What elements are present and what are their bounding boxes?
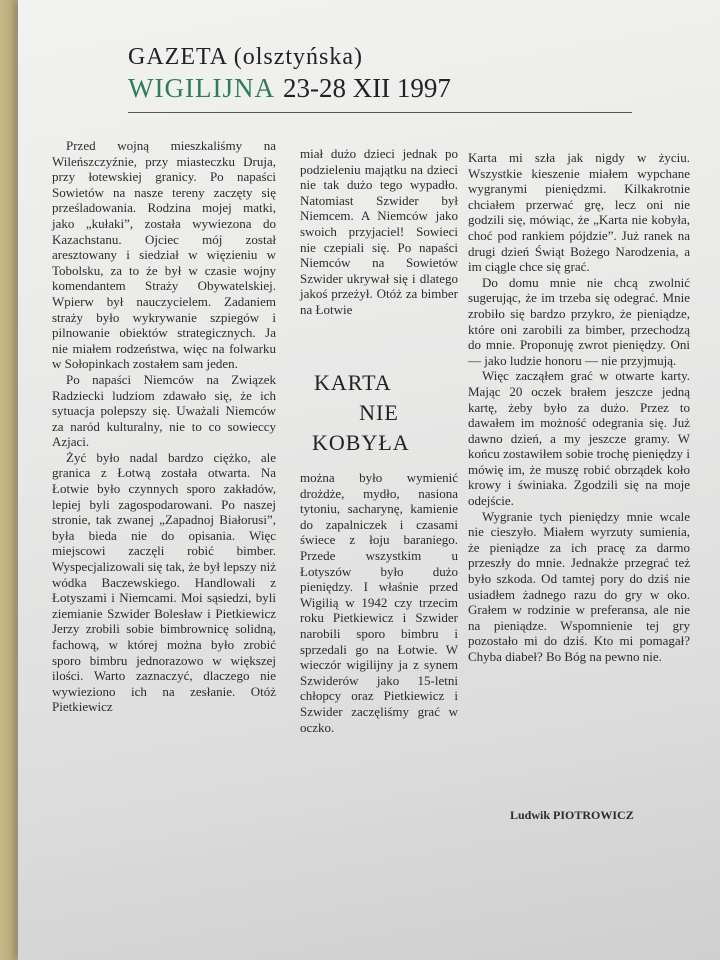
article-column-3	[468, 150, 690, 665]
masthead-divider	[128, 112, 632, 113]
article-column-2-top	[300, 146, 458, 318]
paragraph: Przed wojną mieszkaliśmy na Wileńszczyźnie, przy miasteczku Druja, przy łotewskiej granicy. Po napaści Sowietów na nasze tereny zaczęty się prześladowania. Rodzina mojej matki, jako „kułaki”, została wywiezona do Kazachstanu. Ojciec mój został aresztowany i siedział w więzieniu w Tobolsku, za to że był w czasie wojny komendantem Straży Obywatelskiej. Wpierw był nauczycielem. Zadaniem straży było wykrywanie szpiegów i pilnowanie obiektów strategicznych. Ja nie miałem rodzeństwa, więc na folwarku w Sołopinkach zostałem sam jeden.	[52, 138, 276, 372]
paragraph: Po napaści Niemców na Związek Radziecki ludziom zdawało się, że ich sytuacja polepszy się. Uważali Niemców za naród kulturalny, nie to co sowieccy Azjaci.	[52, 371, 276, 450]
headline-line: KARTA	[314, 370, 392, 395]
paragraph: Do domu mnie nie chcą zwolnić sugerując, że im trzeba się odegrać. Mnie zrobiło się bardzo przykro, że pieniądze, które oni zarobili za bimber, przechodzą do mnie. Proponuję zwrot pieniędzy. Oni — jako ludzie honoru — nie przyjmują.	[468, 274, 690, 368]
edition-name: WIGILIJNA	[128, 73, 275, 103]
headline-line: KOBYŁA	[312, 430, 410, 455]
article-column-2-bottom	[300, 470, 458, 735]
masthead	[128, 44, 648, 104]
paragraph: Żyć było nadal bardzo ciężko, ale granica z Łotwą została otwarta. Na Łotwie było czynnych sporo zakładów, lepiej byli zagospodarowani. Po naszej stronie, tak zwanej „Zapadnoj Białorusi”, była bieda nie do opisania. Więc miejscowi zaczęli robić bimber. Wyspecjalizowali się tak, że był lepszy niż wódka Baczewskiego. Handlowali z Łotyszami i Niemcami. Moi sąsiedzi, byli ziemianie Szwider Bolesław i Pietkiewicz Jerzy zrobili sobie bimbrownicę solidną, fachową, w której można było zrobić sporo bimbru jednorazowo w większej ilości. Warto zaznaczyć, dlaczego nie wywieziono ich na zesłanie. Otóż Pietkiewicz	[52, 449, 276, 715]
headline-line: NIE	[359, 400, 399, 425]
paragraph: Karta mi szła jak nigdy w życiu. Wszystkie kieszenie miałem wypchane wygranymi pieniędzmi. Kilkakrotnie chciałem przerwać grę, lecz oni nie godzili się, mówiąc, że „Karta nie kobyła, choć pod rankiem pójdzie”. Już ranek na drugi dzień Świąt Bożego Narodzenia, a im ciągle chce się grać.	[468, 150, 690, 275]
newspaper-title: GAZETA (olsztyńska)	[128, 44, 364, 70]
article-headline	[300, 368, 458, 458]
issue-date: 23-28 XII 1997	[282, 73, 451, 103]
article-column-1	[52, 138, 276, 715]
paragraph: Więc zacząłem grać w otwarte karty. Mając 20 oczek brałem jeszcze jedną kartę, żeby było za dużo. Przez to dawałem im możność odegrania się. Już dawno dzień, a my jeszcze gramy. W końcu zostawiłem sobie trochę pieniędzy i mówię im, że muszę robić obrządek koło krowy i świniaka. Zgodzili się na moje odejście.	[468, 368, 690, 509]
paragraph: Wygranie tych pieniędzy mnie wcale nie cieszyło. Miałem wyrzuty sumienia, że pieniądze za ich pracę za darmo przeszły do mnie. Jednakże przegrać też było szkoda. Od tamtej pory do dziś nie usiadłem żadnego razu do gry w oko. Grałem w rodzinie w preferansa, ale nie na pieniądze. Wspomnienie tej gry pozostało mi do dziś. Kto mi pomagał? Chyba diabeł? Bo Bóg na pewno nie.	[468, 508, 690, 664]
masthead-subtitle-line	[128, 73, 648, 104]
paragraph: miał dużo dzieci jednak po podzieleniu majątku na dzieci nie tak dużo tego wypadło. Natomiast Szwider był Niemcem. A Niemców jako swoich przyjaciel! Sowieci nie czepiali się. Po napaści Niemców na Sowietów Szwider ukrywał się i dlatego jakoś przeżył. Otóż za bimber na Łotwie	[300, 146, 458, 317]
paragraph: można było wymienić drożdże, mydło, nasiona tytoniu, sacharynę, kamienie do zapalniczek i czasami świece z łoju baraniego. Przede wszystkim u Łotyszów było dużo pieniędzy. I właśnie przed Wigilią w 1942 czy trzecim roku Pietkiewicz i Szwider narobili sporo bimbru i sprzedali go na Łotwie. W wieczór wigilijny ja z synem Szwiderów jako 15-letni chłopcy oraz Pietkiewicz i Szwider zaczęliśmy grać w oczko.	[300, 470, 458, 735]
article-author: Ludwik PIOTROWICZ	[510, 808, 634, 822]
